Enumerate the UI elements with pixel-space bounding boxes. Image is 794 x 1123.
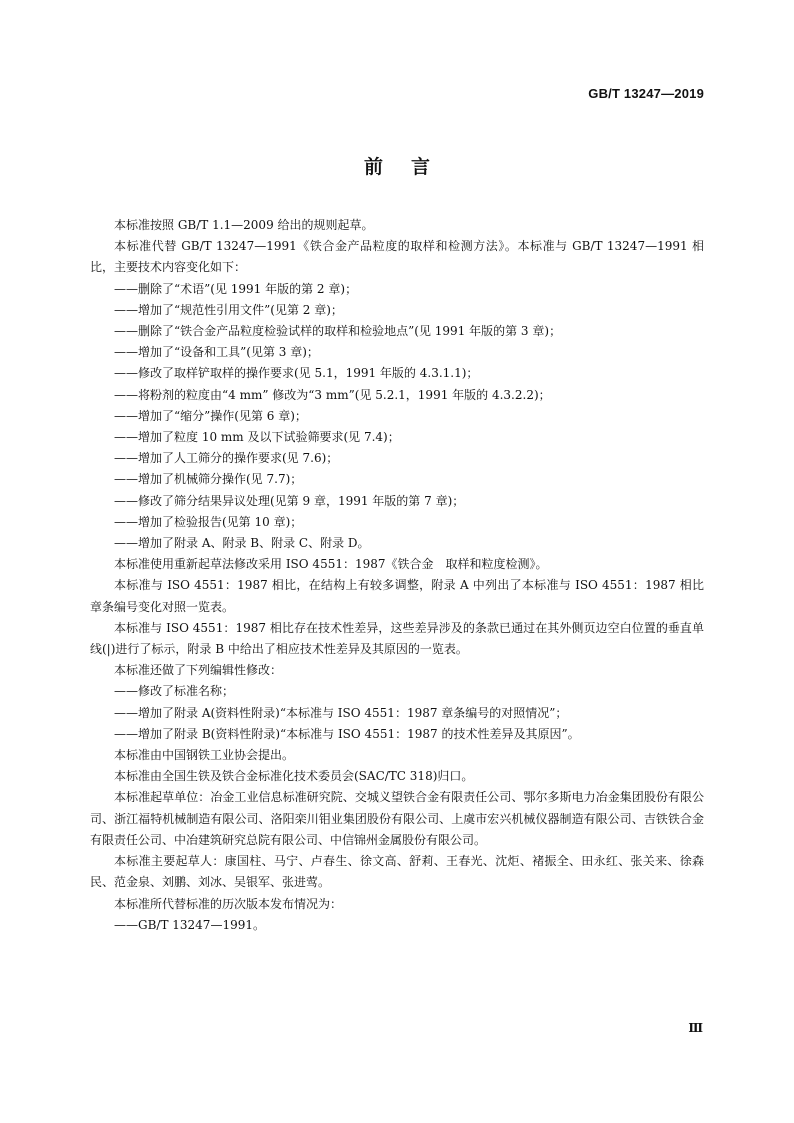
- change-list-item: ——增加了“缩分”操作(见第 6 章)；: [114, 408, 307, 423]
- foreword-body: [90, 215, 704, 936]
- page-title: 前言: [363, 156, 458, 178]
- paragraph: 本标准由全国生铁及铁合金标准化技术委员会(SAC/TC 318)归口。: [114, 769, 474, 784]
- paragraph: 本标准代替 GB/T 13247—1991《铁合金产品粒度的取样和检测方法》。本标准与 GB/T 13247—1991 相比，主要技术内容变化如下：: [90, 239, 704, 275]
- change-list-item: ——增加了粒度 10 mm 及以下试验筛要求(见 7.4)；: [114, 430, 400, 445]
- change-list-item: ——修改了取样铲取样的操作要求(见 5.1，1991 年版的 4.3.1.1)；: [114, 366, 479, 381]
- paragraph: 本标准使用重新起草法修改采用 ISO 4551：1987《铁合金 取样和粒度检测》。: [114, 557, 548, 572]
- change-list-item: ——增加了“设备和工具”(见第 3 章)；: [114, 345, 319, 360]
- change-list-item: ——删除了“铁合金产品粒度检验试样的取样和检验地点”(见 1991 年版的第 3 章)；: [114, 324, 562, 339]
- paragraph: 本标准按照 GB/T 1.1—2009 给出的规则起草。: [114, 218, 374, 232]
- change-list-item: ——修改了筛分结果异议处理(见第 9 章，1991 年版的第 7 章)；: [114, 493, 465, 508]
- paragraph: 本标准所代替标准的历次版本发布情况为：: [114, 896, 343, 911]
- page-number: Ⅲ: [688, 1021, 703, 1035]
- paragraph: 本标准由中国钢铁工业协会提出。: [114, 748, 295, 763]
- change-list-item: ——增加了附录 A、附录 B、附录 C、附录 D。: [114, 536, 370, 551]
- change-list-item: ——将粉剂的粒度由“4 mm” 修改为“3 mm”(见 5.2.1，1991 年版的 4.3.2.2)；: [114, 387, 551, 402]
- change-list-item: ——增加了检验报告(见第 10 章)；: [114, 514, 303, 529]
- standard-number: GB/T 13247—2019: [588, 86, 704, 101]
- change-list-item: ——增加了机械筛分操作(见 7.7)；: [114, 472, 303, 487]
- paragraph: 本标准与 ISO 4551：1987 相比存在技术性差异，这些差异涉及的条款已通过在其外侧页边空白位置的垂直单线(|)进行了标示，附录 B 中给出了相应技术性差异及其原因的一览表。: [90, 620, 704, 657]
- paragraph: 本标准还做了下列编辑性修改：: [114, 663, 283, 678]
- change-list-item: ——增加了人工筛分的操作要求(见 7.6)；: [114, 451, 339, 466]
- edit-list-item: ——增加了附录 B(资料性附录)“本标准与 ISO 4551：1987 的技术性差异及其原因”。: [114, 726, 580, 741]
- history-list-item: ——GB/T 13247—1991。: [114, 917, 265, 932]
- edit-list-item: ——增加了附录 A(资料性附录)“本标准与 ISO 4551：1987 章条编号的对照情况”；: [114, 705, 568, 720]
- edit-list-item: ——修改了标准名称；: [114, 684, 235, 699]
- change-list-item: ——删除了“术语”(见 1991 年版的第 2 章)；: [114, 281, 358, 296]
- change-list-item: ——增加了“规范性引用文件”(见第 2 章)；: [114, 302, 343, 317]
- paragraph: 本标准起草单位：冶金工业信息标准研究院、交城义望铁合金有限责任公司、鄂尔多斯电力冶金集团股份有限公司、浙江福特机械制造有限公司、洛阳栾川钼业集团股份有限公司、上虞市宏兴机械仪器制造有限公司、吉铁铁合金有限责任公司、中冶建筑研究总院有限公司、中信锦州金属股份有限公司。: [90, 790, 704, 847]
- paragraph: 本标准与 ISO 4551：1987 相比，在结构上有较多调整，附录 A 中列出了本标准与 ISO 4551：1987 相比章条编号变化对照一览表。: [90, 578, 704, 614]
- paragraph: 本标准主要起草人：康国柱、马宁、卢春生、徐文高、舒莉、王春光、沈炬、褚振全、田永红、张关来、徐森民、范金泉、刘鹏、刘冰、吴银军、张进莺。: [90, 854, 704, 890]
